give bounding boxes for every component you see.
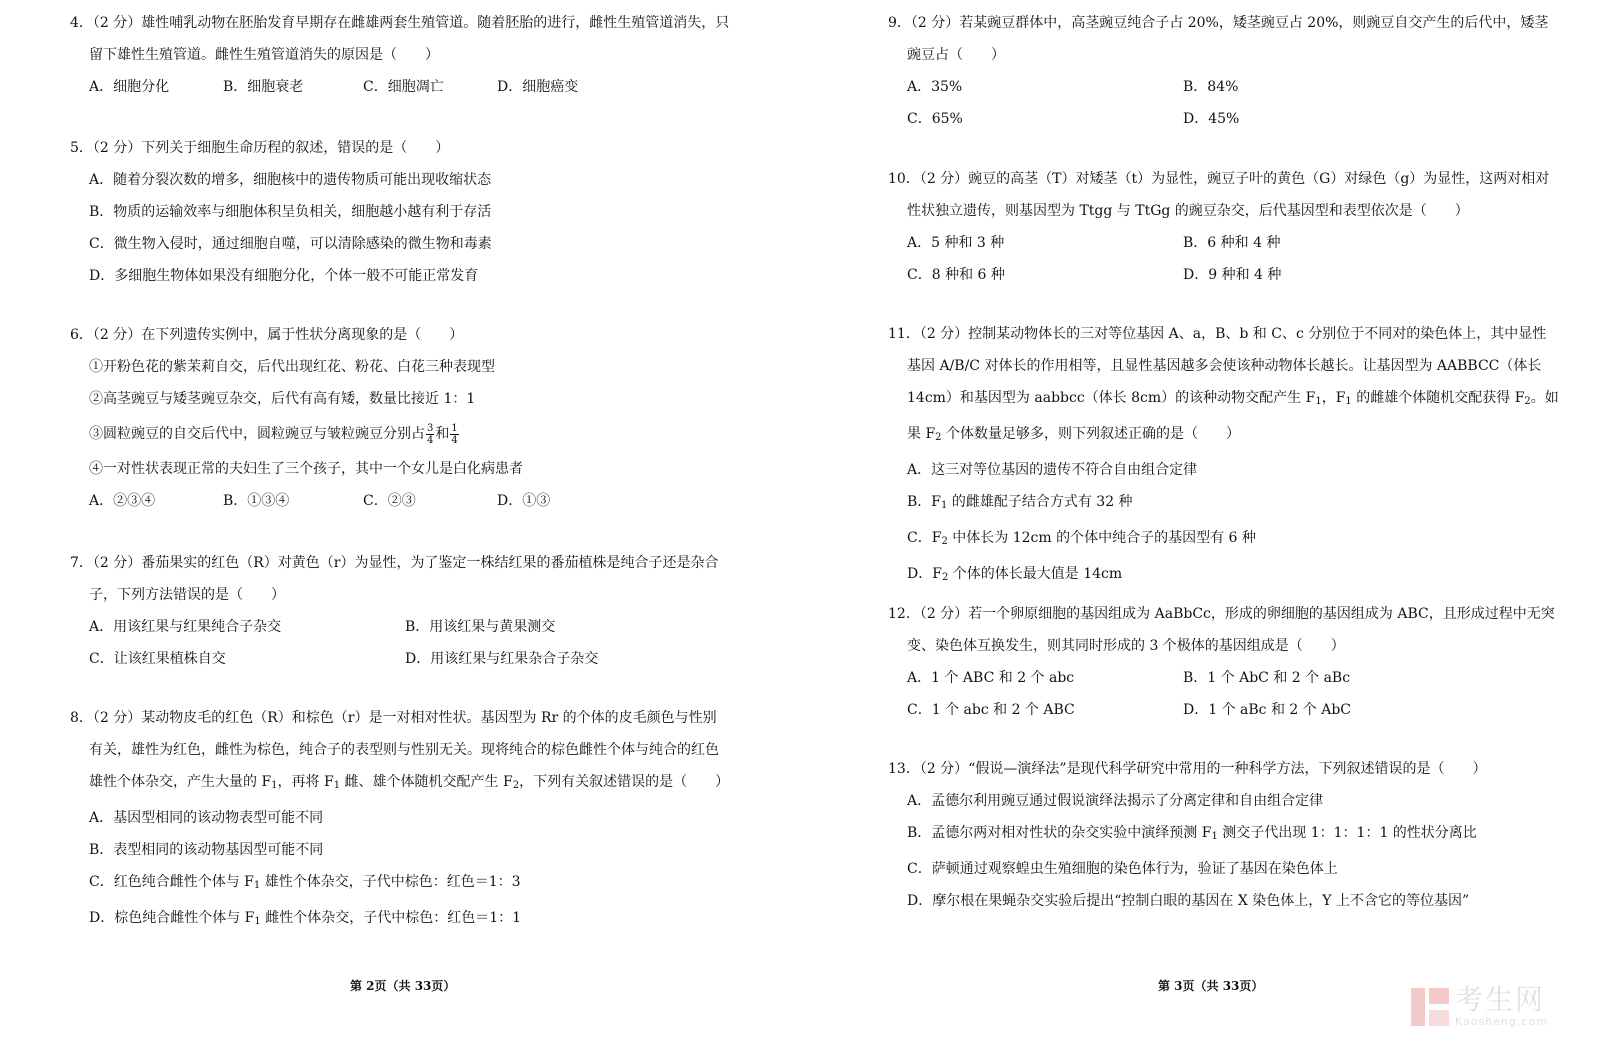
conjunction: 和 xyxy=(435,426,450,442)
options-row xyxy=(70,643,730,675)
option-b[interactable]: B．6 种和 4 种 xyxy=(1183,235,1281,251)
option-text: B．孟德尔两对相对性状的杂交实验中演绎预测 F xyxy=(907,825,1212,841)
question-10 xyxy=(888,163,1560,291)
option-c[interactable]: C．65% xyxy=(907,111,963,127)
subscript: 1 xyxy=(1211,831,1218,842)
option-text: B．F xyxy=(907,494,942,510)
fraction-numerator: 1 xyxy=(451,422,458,434)
option-a[interactable]: A．基因型相同的该动物表型可能不同 xyxy=(89,810,324,826)
stem-text: ，下列有关叙述错误的是（ ） xyxy=(519,774,730,790)
option-a[interactable]: A．用该红果与红果纯合子杂交 xyxy=(89,619,282,635)
stem-text: 。如果 F xyxy=(907,390,1559,442)
option-d[interactable]: D．1 个 aBc 和 2 个 AbC xyxy=(1183,702,1351,718)
option-a[interactable]: A．②③④ xyxy=(89,493,156,509)
watermark-en: Kaosheng.com xyxy=(1455,1015,1548,1028)
subscript: 2 xyxy=(941,572,949,583)
option-b[interactable]: B．84% xyxy=(1183,79,1239,95)
page-footer-left: 第 2页（共 33页） xyxy=(350,979,456,993)
option-d[interactable]: D．①③ xyxy=(497,493,551,509)
options-row xyxy=(70,71,730,103)
option-b[interactable] xyxy=(888,817,1560,853)
option-text: 中体长为 12cm 的个体中纯合子的基因型有 6 种 xyxy=(947,530,1256,546)
watermark xyxy=(1411,985,1548,1028)
option-b[interactable]: B．表型相同的该动物基因型可能不同 xyxy=(89,842,324,858)
option-b[interactable] xyxy=(888,486,1560,522)
subscript: 1 xyxy=(1345,396,1352,407)
question-11 xyxy=(888,318,1560,594)
option-b[interactable]: B．①③④ xyxy=(223,493,290,509)
option-text: C．F xyxy=(907,530,942,546)
options-row xyxy=(888,71,1560,103)
watermark-cn: 考生网 xyxy=(1455,983,1546,1016)
watermark-text xyxy=(1455,985,1548,1028)
statement-1: ①开粉色花的紫茉莉自交，后代出现红花、粉花、白花三种表现型 xyxy=(89,359,495,375)
option-b[interactable]: B．细胞衰老 xyxy=(223,79,304,95)
option-c[interactable] xyxy=(888,522,1560,558)
option-d[interactable]: D．细胞癌变 xyxy=(497,79,579,95)
option-c[interactable] xyxy=(70,866,730,902)
question-13 xyxy=(888,753,1560,917)
options-row xyxy=(888,227,1560,259)
option-d[interactable]: D．多细胞生物体如果没有细胞分化，个体一般不可能正常发育 xyxy=(89,268,479,284)
question-stem xyxy=(888,318,1560,454)
fraction-denominator: 4 xyxy=(451,434,458,446)
options-row xyxy=(888,103,1560,135)
question-stem: 7．（2 分）番茄果实的红色（R）对黄色（r）为显性，为了鉴定一株结红果的番茄植株是纯合子还是杂合子，下列方法错误的是（ ） xyxy=(70,555,719,603)
options-row xyxy=(888,259,1560,291)
options-row xyxy=(888,694,1560,726)
page-footer-right: 第 3页（共 33页） xyxy=(1158,979,1264,993)
option-a[interactable]: A．这三对等位基因的遗传不符合自由组合定律 xyxy=(907,462,1198,478)
option-a[interactable]: A．35% xyxy=(907,79,963,95)
fraction-3-4 xyxy=(426,423,434,446)
stem-text: 个体数量足够多，则下列叙述正确的是（ ） xyxy=(941,426,1240,442)
question-stem: 4．（2 分）雄性哺乳动物在胚胎发育早期存在雌雄两套生殖管道。随着胚胎的进行，雌性生殖管道消失，只留下雄性生殖管道。雌性生殖管道消失的原因是（ ） xyxy=(70,15,730,63)
option-c[interactable]: C．②③ xyxy=(363,493,416,509)
option-d[interactable]: D．45% xyxy=(1183,111,1240,127)
options-row xyxy=(888,662,1560,694)
question-7 xyxy=(70,547,730,675)
option-text: 的雌雄配子结合方式有 32 种 xyxy=(947,494,1133,510)
statement-4: ④一对性状表现正常的夫妇生了三个孩子，其中一个女儿是白化病患者 xyxy=(89,461,523,477)
subscript: 2 xyxy=(941,536,948,547)
subscript: 2 xyxy=(512,780,520,791)
subscript: 1 xyxy=(271,780,278,791)
question-stem: 10．（2 分）豌豆的高茎（T）对矮茎（t）为显性，豌豆子叶的黄色（G）对绿色（g）为显性，这两对相对性状独立遗传，则基因型为 Ttgg 与 TtGg 的豌豆杂交，后代基因型和表型依次是（ ） xyxy=(888,171,1550,219)
option-c[interactable]: C．细胞凋亡 xyxy=(363,79,444,95)
option-a[interactable]: A．孟德尔利用豌豆通过假说演绎法揭示了分离定律和自由组合定律 xyxy=(907,793,1324,809)
option-d[interactable] xyxy=(888,558,1560,594)
option-text: 测交子代出现 1：1：1：1 的性状分离比 xyxy=(1217,825,1477,841)
option-a[interactable]: A．细胞分化 xyxy=(89,79,170,95)
subscript: 2 xyxy=(935,432,942,443)
stem-text: ，F xyxy=(1321,390,1346,406)
question-stem: 9．（2 分）若某豌豆群体中，高茎豌豆纯合子占 20%，矮茎豌豆占 20%，则豌豆自交产生的后代中，矮茎豌豆占（ ） xyxy=(888,15,1549,63)
statement-2: ②高茎豌豆与矮茎豌豆杂交，后代有高有矮，数量比接近 1：1 xyxy=(89,391,476,407)
statement-3-text: ③圆粒豌豆的自交后代中，圆粒豌豆与皱粒豌豆分别占 xyxy=(89,426,425,442)
option-text: 雌性个体杂交，子代中棕色：红色＝1：1 xyxy=(260,910,522,926)
question-stem: 5．（2 分）下列关于细胞生命历程的叙述，错误的是（ ） xyxy=(70,140,450,156)
options-row xyxy=(70,611,730,643)
fraction-denominator: 4 xyxy=(427,434,434,446)
statement-3 xyxy=(70,415,730,453)
question-12 xyxy=(888,598,1560,726)
question-8 xyxy=(70,702,730,938)
question-5 xyxy=(70,132,730,292)
option-c[interactable]: C．1 个 abc 和 2 个 ABC xyxy=(907,702,1075,718)
option-d[interactable]: D．用该红果与红果杂合子杂交 xyxy=(405,651,599,667)
watermark-logo-icon xyxy=(1411,988,1449,1026)
option-b[interactable]: B．用该红果与黄果测交 xyxy=(405,619,556,635)
options-row xyxy=(70,485,730,517)
subscript: 2 xyxy=(1524,396,1531,407)
stem-text: 雌、雄个体随机交配产生 F xyxy=(340,774,513,790)
question-stem: 13．（2 分）“假说—演绎法”是现代科学研究中常用的一种科学方法，下列叙述错误的是（ ） xyxy=(888,761,1487,777)
option-b[interactable]: B．物质的运输效率与细胞体积呈负相关，细胞越小越有利于存活 xyxy=(89,204,492,220)
option-text: 个体的体长最大值是 14cm xyxy=(948,566,1123,582)
stem-text: 11．（2 分）控制某动物体长的三对等位基因 A、a，B、b 和 C、c 分别位于不同对的染色体上，其中显性基因 A/B/C 对体长的作用相等，且显性基因越多会使该种动物体长越长。让基因型为 AABBCC（体长 14cm）和基因型为 aabbcc（体长 8cm）的该种动物交配产生 F xyxy=(888,326,1547,406)
option-d[interactable]: D．摩尔根在果蝇杂交实验后提出“控制白眼的基因在 X 染色体上，Y 上不含它的等位基因” xyxy=(907,893,1470,909)
subscript: 1 xyxy=(253,880,261,891)
question-9 xyxy=(888,7,1560,135)
question-4 xyxy=(70,7,730,103)
option-a[interactable]: A．5 种和 3 种 xyxy=(907,235,1005,251)
question-stem xyxy=(70,702,730,802)
option-text: D．F xyxy=(907,566,942,582)
subscript: 1 xyxy=(1315,396,1322,407)
question-stem: 12．（2 分）若一个卵原细胞的基因组成为 AaBbCc，形成的卵细胞的基因组成为 ABC，且形成过程中无突变、染色体互换发生，则其同时形成的 3 个极体的基因组成是（ ） xyxy=(888,606,1555,654)
option-a[interactable]: A．1 个 ABC 和 2 个 abc xyxy=(907,670,1075,686)
option-c[interactable]: C．微生物入侵时，通过细胞自噬，可以清除感染的微生物和毒素 xyxy=(89,236,492,252)
stem-text: ，再将 F xyxy=(277,774,334,790)
option-c[interactable]: C．8 种和 6 种 xyxy=(907,267,1005,283)
subscript: 1 xyxy=(941,500,948,511)
option-b[interactable]: B．1 个 AbC 和 2 个 aBc xyxy=(1183,670,1351,686)
subscript: 1 xyxy=(333,780,341,791)
fraction-1-4 xyxy=(450,423,458,446)
stem-text: 的雌雄个体随机交配获得 F xyxy=(1351,390,1525,406)
question-stem: 6．（2 分）在下列遗传实例中，属于性状分离现象的是（ ） xyxy=(70,327,464,343)
question-6 xyxy=(70,319,730,517)
option-c[interactable]: C．萨顿通过观察蝗虫生殖细胞的染色体行为，验证了基因在染色体上 xyxy=(907,861,1338,877)
option-c[interactable]: C．让该红果植株自交 xyxy=(89,651,226,667)
option-d[interactable] xyxy=(70,902,730,938)
fraction-numerator: 3 xyxy=(427,422,434,434)
option-a[interactable]: A．随着分裂次数的增多，细胞核中的遗传物质可能出现收缩状态 xyxy=(89,172,492,188)
option-text: D．棕色纯合雌性个体与 F xyxy=(89,910,255,926)
option-text: 雄性个体杂交，子代中棕色：红色＝1：3 xyxy=(260,874,521,890)
subscript: 1 xyxy=(254,916,261,927)
stem-text: 8．（2 分）某动物皮毛的红色（R）和棕色（r）是一对相对性状。基因型为 Rr 的个体的皮毛颜色与性别有关，雄性为红色，雌性为棕色，纯合子的表型则与性别无关。现将纯合的棕色雌性个体与纯合的红色雄性个体杂交，产生大量的 F xyxy=(70,710,719,790)
option-text: C．红色纯合雌性个体与 F xyxy=(89,874,254,890)
option-d[interactable]: D．9 种和 4 种 xyxy=(1183,267,1282,283)
